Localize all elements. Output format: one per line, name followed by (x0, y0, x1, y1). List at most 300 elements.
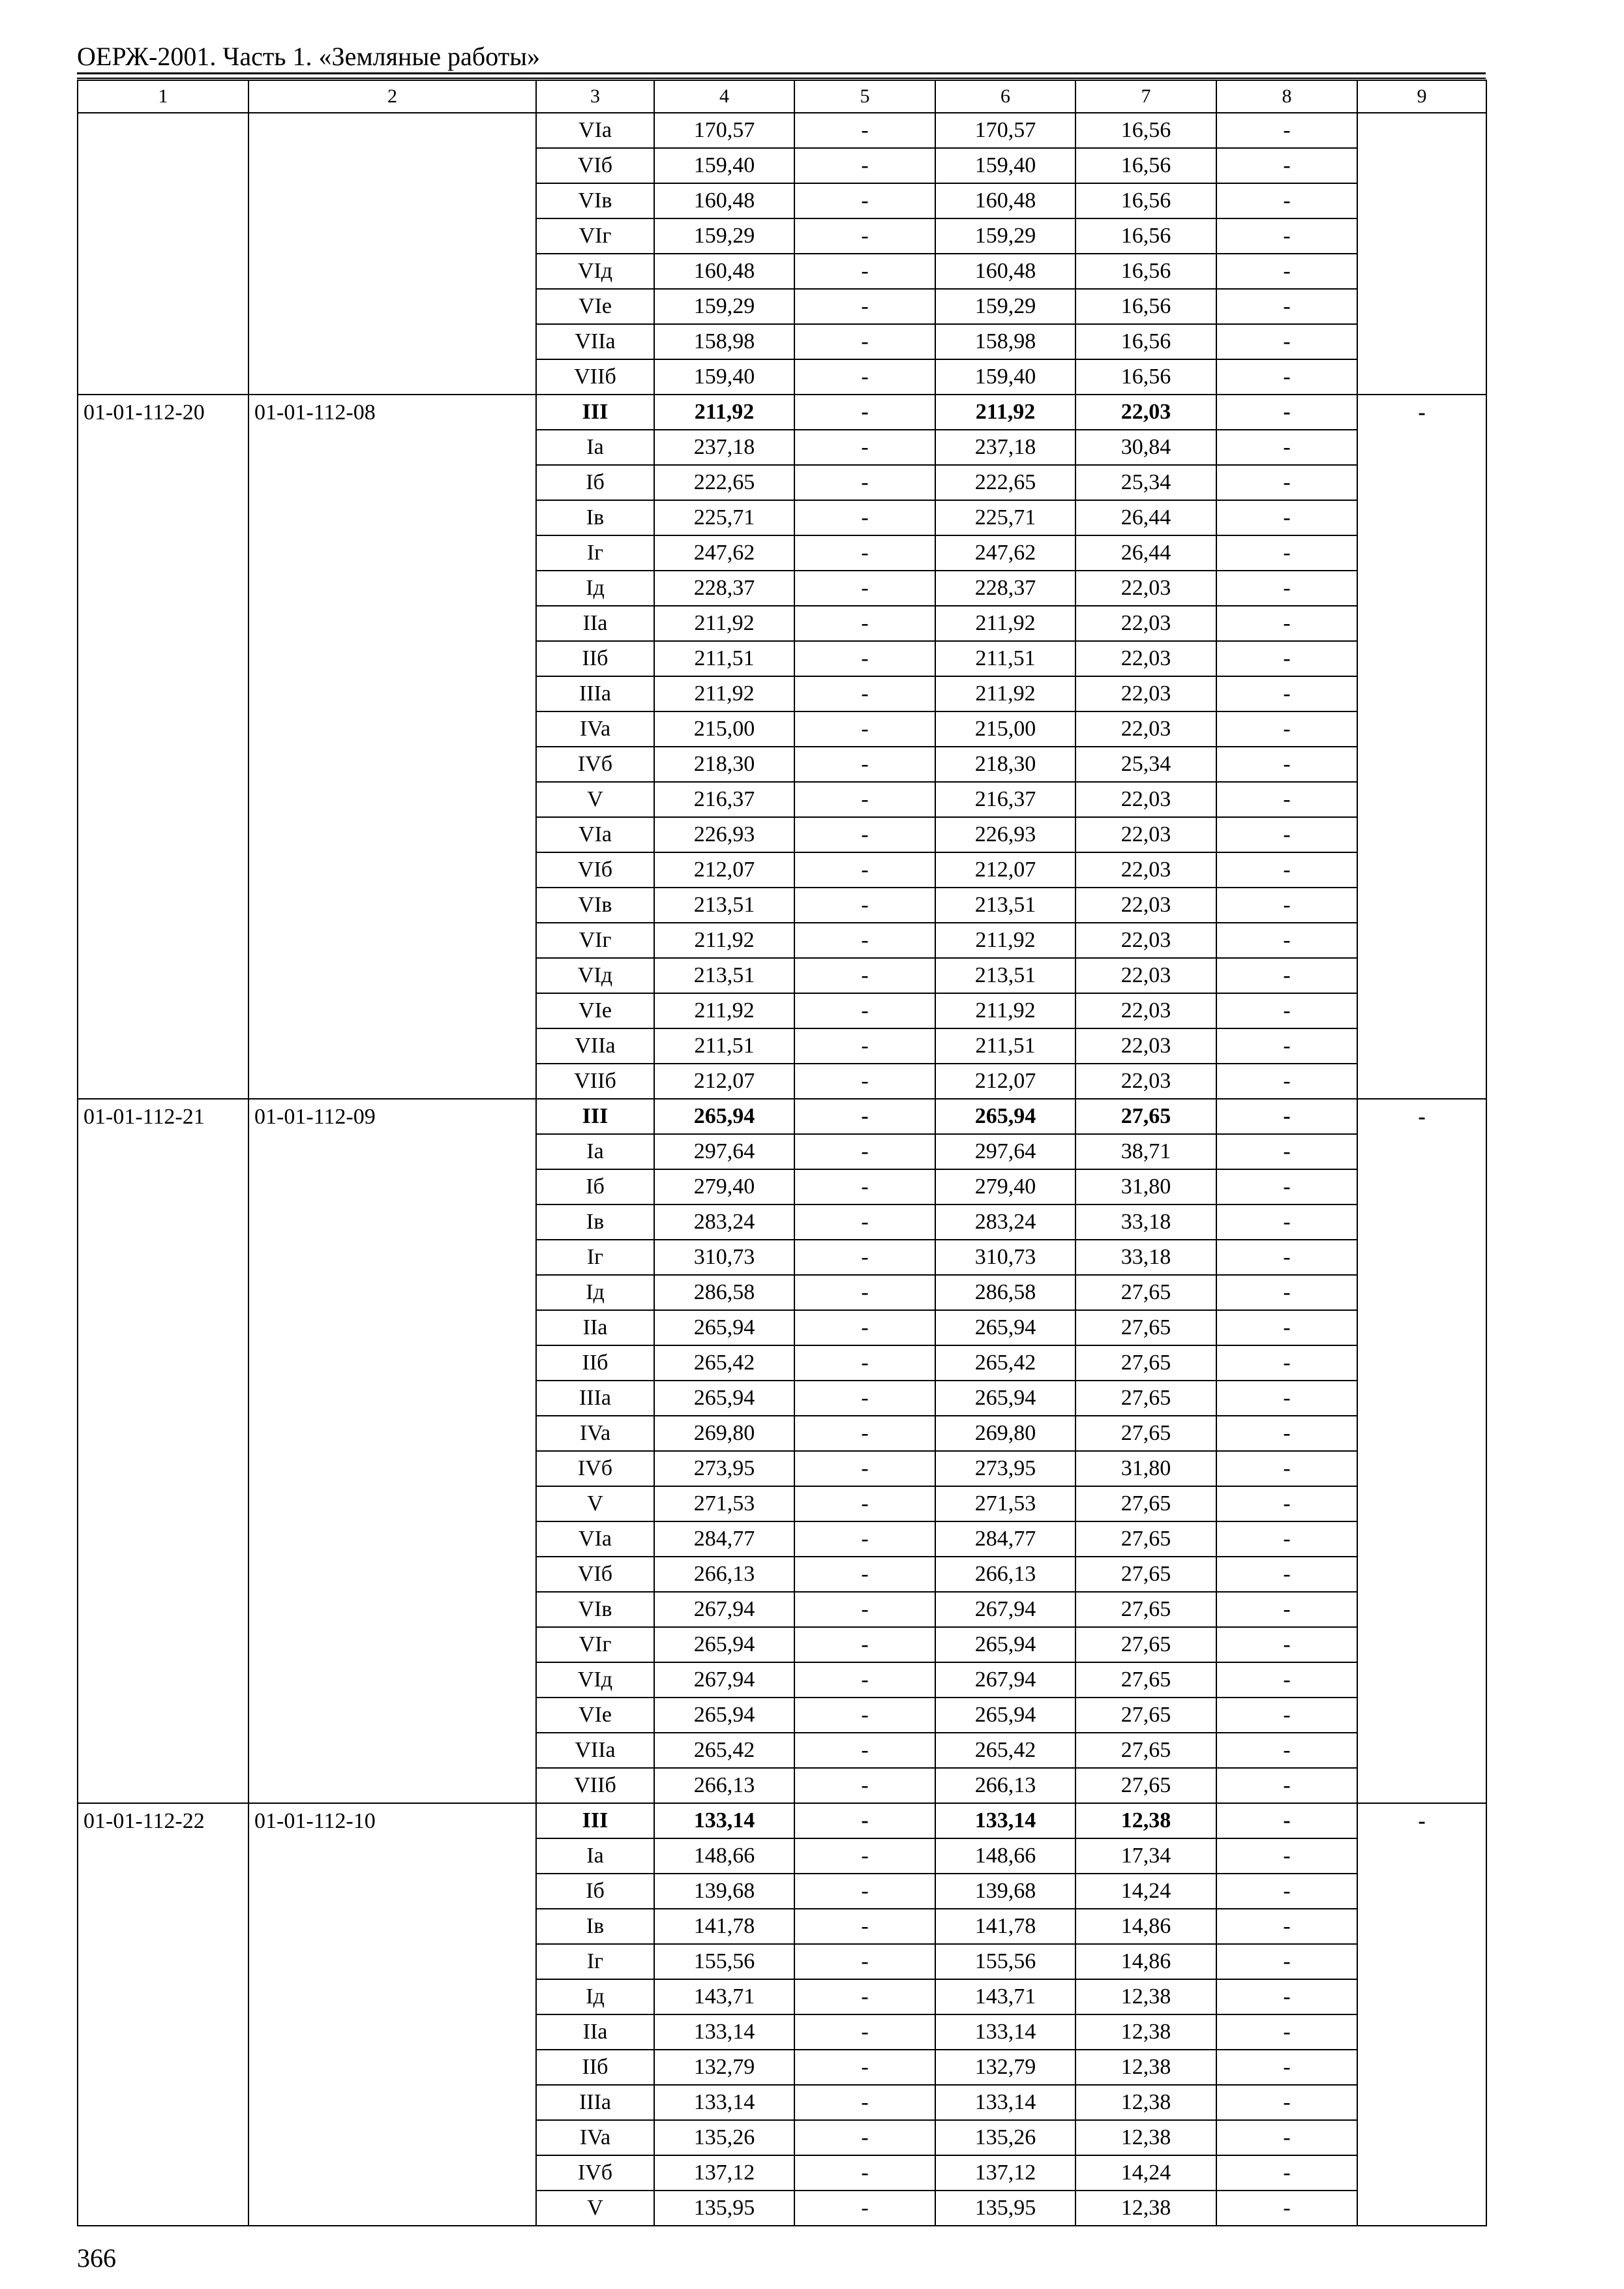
col8-cell: - (1216, 1381, 1357, 1416)
zone-cell: Iв (536, 1204, 654, 1240)
col6-cell: 159,40 (935, 359, 1075, 395)
zone-cell: III (536, 395, 654, 430)
col6-cell: 135,26 (935, 2120, 1075, 2155)
zone-cell: VIб (536, 148, 654, 183)
base-rate-code-cell: 01-01-112-09 (248, 1099, 536, 1803)
col5-cell: - (794, 1838, 935, 1874)
col6-cell: 225,71 (935, 500, 1075, 535)
col5-cell: - (794, 2050, 935, 2085)
zone-cell: VIб (536, 852, 654, 888)
col7-cell: 27,65 (1075, 1486, 1216, 1521)
zone-cell: Ia (536, 1134, 654, 1169)
col6-cell: 160,48 (935, 183, 1075, 218)
col7-cell: 27,65 (1075, 1381, 1216, 1416)
col8-cell: - (1216, 1064, 1357, 1099)
col8-cell: - (1216, 1768, 1357, 1803)
col6-cell: 279,40 (935, 1169, 1075, 1204)
col7-cell: 22,03 (1075, 395, 1216, 430)
col6-cell: 267,94 (935, 1662, 1075, 1698)
col7-cell: 12,38 (1075, 2050, 1216, 2085)
col7-cell: 14,86 (1075, 1909, 1216, 1944)
col8-cell: - (1216, 676, 1357, 711)
zone-cell: VIIб (536, 359, 654, 395)
zone-cell: VIe (536, 289, 654, 324)
total-cost-cell: 228,37 (654, 571, 794, 606)
col6-cell: 135,95 (935, 2191, 1075, 2226)
col8-cell: - (1216, 359, 1357, 395)
total-cost-cell: 283,24 (654, 1204, 794, 1240)
zone-cell: IVa (536, 1416, 654, 1451)
zone-cell: Iб (536, 1169, 654, 1204)
col5-cell: - (794, 1381, 935, 1416)
zone-cell: Iб (536, 1874, 654, 1909)
col5-cell: - (794, 676, 935, 711)
col8-cell: - (1216, 747, 1357, 782)
col8-cell: - (1216, 1310, 1357, 1345)
zone-cell: Iг (536, 1240, 654, 1275)
total-cost-cell: 265,94 (654, 1381, 794, 1416)
col6-cell: 265,94 (935, 1698, 1075, 1733)
col5-cell: - (794, 923, 935, 958)
col5-cell: - (794, 782, 935, 817)
col5-cell: - (794, 1979, 935, 2014)
col6-cell: 212,07 (935, 852, 1075, 888)
col7-cell: 31,80 (1075, 1169, 1216, 1204)
zone-cell: IIIa (536, 2085, 654, 2120)
col7-cell: 22,03 (1075, 852, 1216, 888)
col6-cell: 160,48 (935, 254, 1075, 289)
table-row (78, 1803, 1486, 1838)
total-cost-cell: 211,92 (654, 395, 794, 430)
col6-cell: 218,30 (935, 747, 1075, 782)
total-cost-cell: 159,40 (654, 359, 794, 395)
col7-cell: 27,65 (1075, 1768, 1216, 1803)
col6-cell: 212,07 (935, 1064, 1075, 1099)
total-cost-cell: 226,93 (654, 817, 794, 852)
col7-cell: 22,03 (1075, 888, 1216, 923)
total-cost-cell: 218,30 (654, 747, 794, 782)
col5-cell: - (794, 148, 935, 183)
zone-cell: VIв (536, 888, 654, 923)
col5-cell: - (794, 500, 935, 535)
col7-cell: 27,65 (1075, 1099, 1216, 1134)
zone-cell: VIб (536, 1557, 654, 1592)
zone-cell: VIIб (536, 1064, 654, 1099)
col5-cell: - (794, 1733, 935, 1768)
total-cost-cell: 284,77 (654, 1521, 794, 1557)
col7-cell: 16,56 (1075, 254, 1216, 289)
col8-cell: - (1216, 711, 1357, 747)
rate-code-cell: 01-01-112-20 (78, 395, 248, 1099)
col7-cell: 14,24 (1075, 2155, 1216, 2191)
col8-cell: - (1216, 817, 1357, 852)
zone-cell: VIв (536, 183, 654, 218)
col7-cell: 27,65 (1075, 1733, 1216, 1768)
col5-cell: - (794, 606, 935, 641)
col5-cell: - (794, 289, 935, 324)
zone-cell: Iд (536, 571, 654, 606)
col6-cell: 213,51 (935, 888, 1075, 923)
total-cost-cell: 266,13 (654, 1557, 794, 1592)
total-cost-cell: 286,58 (654, 1275, 794, 1310)
col8-cell: - (1216, 1698, 1357, 1733)
col6-cell: 155,56 (935, 1944, 1075, 1979)
col7-cell: 38,71 (1075, 1134, 1216, 1169)
col7-cell: 27,65 (1075, 1557, 1216, 1592)
col6-cell: 226,93 (935, 817, 1075, 852)
col8-cell: - (1216, 1909, 1357, 1944)
zone-cell: Iв (536, 1909, 654, 1944)
total-cost-cell: 158,98 (654, 324, 794, 359)
total-cost-cell: 267,94 (654, 1662, 794, 1698)
col7-cell: 16,56 (1075, 324, 1216, 359)
header-rule-thick (77, 72, 1486, 74)
price-table (77, 80, 1487, 2226)
zone-cell: IVб (536, 1451, 654, 1486)
col5-cell: - (794, 2191, 935, 2226)
col7-cell: 27,65 (1075, 1521, 1216, 1557)
col6-cell: 137,12 (935, 2155, 1075, 2191)
col7-cell: 22,03 (1075, 676, 1216, 711)
col5-cell: - (794, 2120, 935, 2155)
total-cost-cell: 159,40 (654, 148, 794, 183)
total-cost-cell: 148,66 (654, 1838, 794, 1874)
total-cost-cell: 141,78 (654, 1909, 794, 1944)
col5-cell: - (794, 2155, 935, 2191)
total-cost-cell: 279,40 (654, 1169, 794, 1204)
col5-cell: - (794, 993, 935, 1028)
col7-cell: 16,56 (1075, 359, 1216, 395)
col5-cell: - (794, 1451, 935, 1486)
col7-cell: 27,65 (1075, 1592, 1216, 1627)
col8-cell: - (1216, 1557, 1357, 1592)
col5-cell: - (794, 1803, 935, 1838)
col8-cell: - (1216, 1627, 1357, 1662)
col6-cell: 159,40 (935, 148, 1075, 183)
col6-cell: 247,62 (935, 535, 1075, 571)
col7-cell: 16,56 (1075, 289, 1216, 324)
total-cost-cell: 133,14 (654, 1803, 794, 1838)
col5-cell: - (794, 430, 935, 465)
total-cost-cell: 213,51 (654, 888, 794, 923)
zone-cell: V (536, 1486, 654, 1521)
col7-cell: 14,24 (1075, 1874, 1216, 1909)
col8-cell: - (1216, 571, 1357, 606)
col8-cell: - (1216, 254, 1357, 289)
total-cost-cell: 160,48 (654, 254, 794, 289)
col7-cell: 27,65 (1075, 1627, 1216, 1662)
col6-cell: 265,94 (935, 1099, 1075, 1134)
col8-cell: - (1216, 113, 1357, 148)
col6-cell: 211,92 (935, 923, 1075, 958)
col6-cell: 215,00 (935, 711, 1075, 747)
col6-cell: 271,53 (935, 1486, 1075, 1521)
col6-cell: 265,94 (935, 1310, 1075, 1345)
col6-cell: 266,13 (935, 1768, 1075, 1803)
col5-cell: - (794, 1698, 935, 1733)
zone-cell: IIIa (536, 1381, 654, 1416)
col8-cell: - (1216, 1486, 1357, 1521)
col5-cell: - (794, 571, 935, 606)
total-cost-cell: 133,14 (654, 2014, 794, 2050)
col8-cell: - (1216, 1733, 1357, 1768)
total-cost-cell: 265,94 (654, 1310, 794, 1345)
zone-cell: VIд (536, 254, 654, 289)
col8-cell: - (1216, 1099, 1357, 1134)
col8-cell: - (1216, 148, 1357, 183)
col8-cell: - (1216, 993, 1357, 1028)
col7-cell: 22,03 (1075, 571, 1216, 606)
col7-cell: 12,38 (1075, 1979, 1216, 2014)
zone-cell: Iг (536, 1944, 654, 1979)
col7-cell: 12,38 (1075, 2085, 1216, 2120)
total-cost-cell: 265,42 (654, 1733, 794, 1768)
col8-cell: - (1216, 1662, 1357, 1698)
col7-cell: 31,80 (1075, 1451, 1216, 1486)
total-cost-cell: 212,07 (654, 852, 794, 888)
column-number: 2 (248, 80, 536, 113)
col8-cell: - (1216, 289, 1357, 324)
col5-cell: - (794, 1486, 935, 1521)
col6-cell: 211,92 (935, 993, 1075, 1028)
zone-cell: VIIa (536, 1733, 654, 1768)
zone-cell: Iг (536, 535, 654, 571)
total-cost-cell: 265,94 (654, 1698, 794, 1733)
total-cost-cell: 212,07 (654, 1064, 794, 1099)
col5-cell: - (794, 958, 935, 993)
col7-cell: 27,65 (1075, 1416, 1216, 1451)
col5-cell: - (794, 1662, 935, 1698)
col5-cell: - (794, 1064, 935, 1099)
col8-cell: - (1216, 1838, 1357, 1874)
total-cost-cell: 297,64 (654, 1134, 794, 1169)
zone-cell: IIa (536, 1310, 654, 1345)
zone-cell: Ia (536, 430, 654, 465)
zone-cell: IIa (536, 2014, 654, 2050)
col5-cell: - (794, 888, 935, 923)
zone-cell: VIд (536, 1662, 654, 1698)
col5-cell: - (794, 2014, 935, 2050)
col6-cell: 267,94 (935, 1592, 1075, 1627)
zone-cell: VIг (536, 1627, 654, 1662)
col8-cell: - (1216, 1204, 1357, 1240)
col7-cell: 27,65 (1075, 1345, 1216, 1381)
zone-cell: V (536, 782, 654, 817)
col5-cell: - (794, 1627, 935, 1662)
col6-cell: 265,94 (935, 1627, 1075, 1662)
col6-cell: 159,29 (935, 218, 1075, 254)
col7-cell: 16,56 (1075, 148, 1216, 183)
table-row (78, 113, 1486, 148)
col5-cell: - (794, 183, 935, 218)
col7-cell: 22,03 (1075, 606, 1216, 641)
col7-cell: 22,03 (1075, 711, 1216, 747)
col8-cell: - (1216, 2155, 1357, 2191)
page-header-title: ОЕРЖ-2001. Часть 1. «Земляные работы» (77, 42, 540, 71)
col5-cell: - (794, 1592, 935, 1627)
col7-cell: 30,84 (1075, 430, 1216, 465)
col5-cell: - (794, 2085, 935, 2120)
col8-cell: - (1216, 2085, 1357, 2120)
zone-cell: VIг (536, 218, 654, 254)
zone-cell: IVб (536, 2155, 654, 2191)
col8-cell: - (1216, 465, 1357, 500)
col7-cell: 22,03 (1075, 817, 1216, 852)
col6-cell: 170,57 (935, 113, 1075, 148)
total-cost-cell: 159,29 (654, 289, 794, 324)
col7-cell: 27,65 (1075, 1662, 1216, 1698)
zone-cell: VIг (536, 923, 654, 958)
col8-cell: - (1216, 888, 1357, 923)
col7-cell: 27,65 (1075, 1698, 1216, 1733)
col7-cell: 22,03 (1075, 641, 1216, 676)
col6-cell: 213,51 (935, 958, 1075, 993)
col5-cell: - (794, 641, 935, 676)
col7-cell: 22,03 (1075, 993, 1216, 1028)
col7-cell: 22,03 (1075, 782, 1216, 817)
col8-cell: - (1216, 1416, 1357, 1451)
col7-cell: 22,03 (1075, 1028, 1216, 1064)
zone-cell: III (536, 1099, 654, 1134)
zone-cell: IIб (536, 641, 654, 676)
zone-cell: IVб (536, 747, 654, 782)
col6-cell: 132,79 (935, 2050, 1075, 2085)
total-cost-cell: 160,48 (654, 183, 794, 218)
col9-cell: - (1357, 395, 1486, 1099)
column-number-header (78, 80, 1486, 113)
col6-cell: 286,58 (935, 1275, 1075, 1310)
zone-cell: IIб (536, 1345, 654, 1381)
col5-cell: - (794, 1557, 935, 1592)
rate-code-cell: 01-01-112-22 (78, 1803, 248, 2226)
col5-cell: - (794, 1204, 935, 1240)
total-cost-cell: 133,14 (654, 2085, 794, 2120)
col6-cell: 237,18 (935, 430, 1075, 465)
rate-code-cell (78, 113, 248, 395)
col5-cell: - (794, 1275, 935, 1310)
col8-cell: - (1216, 324, 1357, 359)
column-number: 7 (1075, 80, 1216, 113)
col5-cell: - (794, 465, 935, 500)
total-cost-cell: 225,71 (654, 500, 794, 535)
col6-cell: 143,71 (935, 1979, 1075, 2014)
total-cost-cell: 237,18 (654, 430, 794, 465)
col5-cell: - (794, 1028, 935, 1064)
col8-cell: - (1216, 1169, 1357, 1204)
column-number: 5 (794, 80, 935, 113)
col6-cell: 273,95 (935, 1451, 1075, 1486)
total-cost-cell: 135,26 (654, 2120, 794, 2155)
col7-cell: 16,56 (1075, 183, 1216, 218)
total-cost-cell: 211,51 (654, 641, 794, 676)
col5-cell: - (794, 254, 935, 289)
total-cost-cell: 265,94 (654, 1099, 794, 1134)
total-cost-cell: 211,92 (654, 676, 794, 711)
total-cost-cell: 159,29 (654, 218, 794, 254)
col6-cell: 211,51 (935, 1028, 1075, 1064)
col5-cell: - (794, 324, 935, 359)
col5-cell: - (794, 1310, 935, 1345)
zone-cell: IVa (536, 711, 654, 747)
col8-cell: - (1216, 923, 1357, 958)
col8-cell: - (1216, 500, 1357, 535)
zone-cell: Ia (536, 1838, 654, 1874)
col7-cell: 12,38 (1075, 2120, 1216, 2155)
zone-cell: VIa (536, 1521, 654, 1557)
col8-cell: - (1216, 1521, 1357, 1557)
zone-cell: VIд (536, 958, 654, 993)
base-rate-code-cell: 01-01-112-08 (248, 395, 536, 1099)
zone-cell: VIa (536, 817, 654, 852)
col7-cell: 22,03 (1075, 1064, 1216, 1099)
total-cost-cell: 271,53 (654, 1486, 794, 1521)
total-cost-cell: 213,51 (654, 958, 794, 993)
total-cost-cell: 135,95 (654, 2191, 794, 2226)
col8-cell: - (1216, 1451, 1357, 1486)
total-cost-cell: 265,94 (654, 1627, 794, 1662)
col5-cell: - (794, 218, 935, 254)
col8-cell: - (1216, 1134, 1357, 1169)
zone-cell: VIIб (536, 1768, 654, 1803)
col8-cell: - (1216, 1275, 1357, 1310)
col7-cell: 12,38 (1075, 1803, 1216, 1838)
table-row (78, 1099, 1486, 1134)
zone-cell: V (536, 2191, 654, 2226)
zone-cell: Iб (536, 465, 654, 500)
col8-cell: - (1216, 218, 1357, 254)
total-cost-cell: 269,80 (654, 1416, 794, 1451)
col6-cell: 284,77 (935, 1521, 1075, 1557)
col6-cell: 211,92 (935, 395, 1075, 430)
col9-cell: - (1357, 1099, 1486, 1803)
zone-cell: III (536, 1803, 654, 1838)
total-cost-cell: 247,62 (654, 535, 794, 571)
column-number: 1 (78, 80, 248, 113)
col5-cell: - (794, 395, 935, 430)
zone-cell: VIa (536, 113, 654, 148)
col6-cell: 211,92 (935, 606, 1075, 641)
col7-cell: 26,44 (1075, 500, 1216, 535)
zone-cell: IIa (536, 606, 654, 641)
col5-cell: - (794, 852, 935, 888)
col8-cell: - (1216, 2014, 1357, 2050)
col7-cell: 16,56 (1075, 218, 1216, 254)
col8-cell: - (1216, 2120, 1357, 2155)
col5-cell: - (794, 1169, 935, 1204)
col8-cell: - (1216, 852, 1357, 888)
column-number: 9 (1357, 80, 1486, 113)
column-number-row (78, 80, 1486, 113)
total-cost-cell: 215,00 (654, 711, 794, 747)
col7-cell: 33,18 (1075, 1240, 1216, 1275)
col5-cell: - (794, 1345, 935, 1381)
col6-cell: 269,80 (935, 1416, 1075, 1451)
col6-cell: 159,29 (935, 289, 1075, 324)
zone-cell: IVa (536, 2120, 654, 2155)
col7-cell: 25,34 (1075, 747, 1216, 782)
col6-cell: 133,14 (935, 2014, 1075, 2050)
column-number: 8 (1216, 80, 1357, 113)
col6-cell: 265,94 (935, 1381, 1075, 1416)
table-row (78, 395, 1486, 430)
col8-cell: - (1216, 430, 1357, 465)
col5-cell: - (794, 1240, 935, 1275)
col5-cell: - (794, 113, 935, 148)
col8-cell: - (1216, 395, 1357, 430)
base-rate-code-cell: 01-01-112-10 (248, 1803, 536, 2226)
col6-cell: 266,13 (935, 1557, 1075, 1592)
rate-code-cell: 01-01-112-21 (78, 1099, 248, 1803)
